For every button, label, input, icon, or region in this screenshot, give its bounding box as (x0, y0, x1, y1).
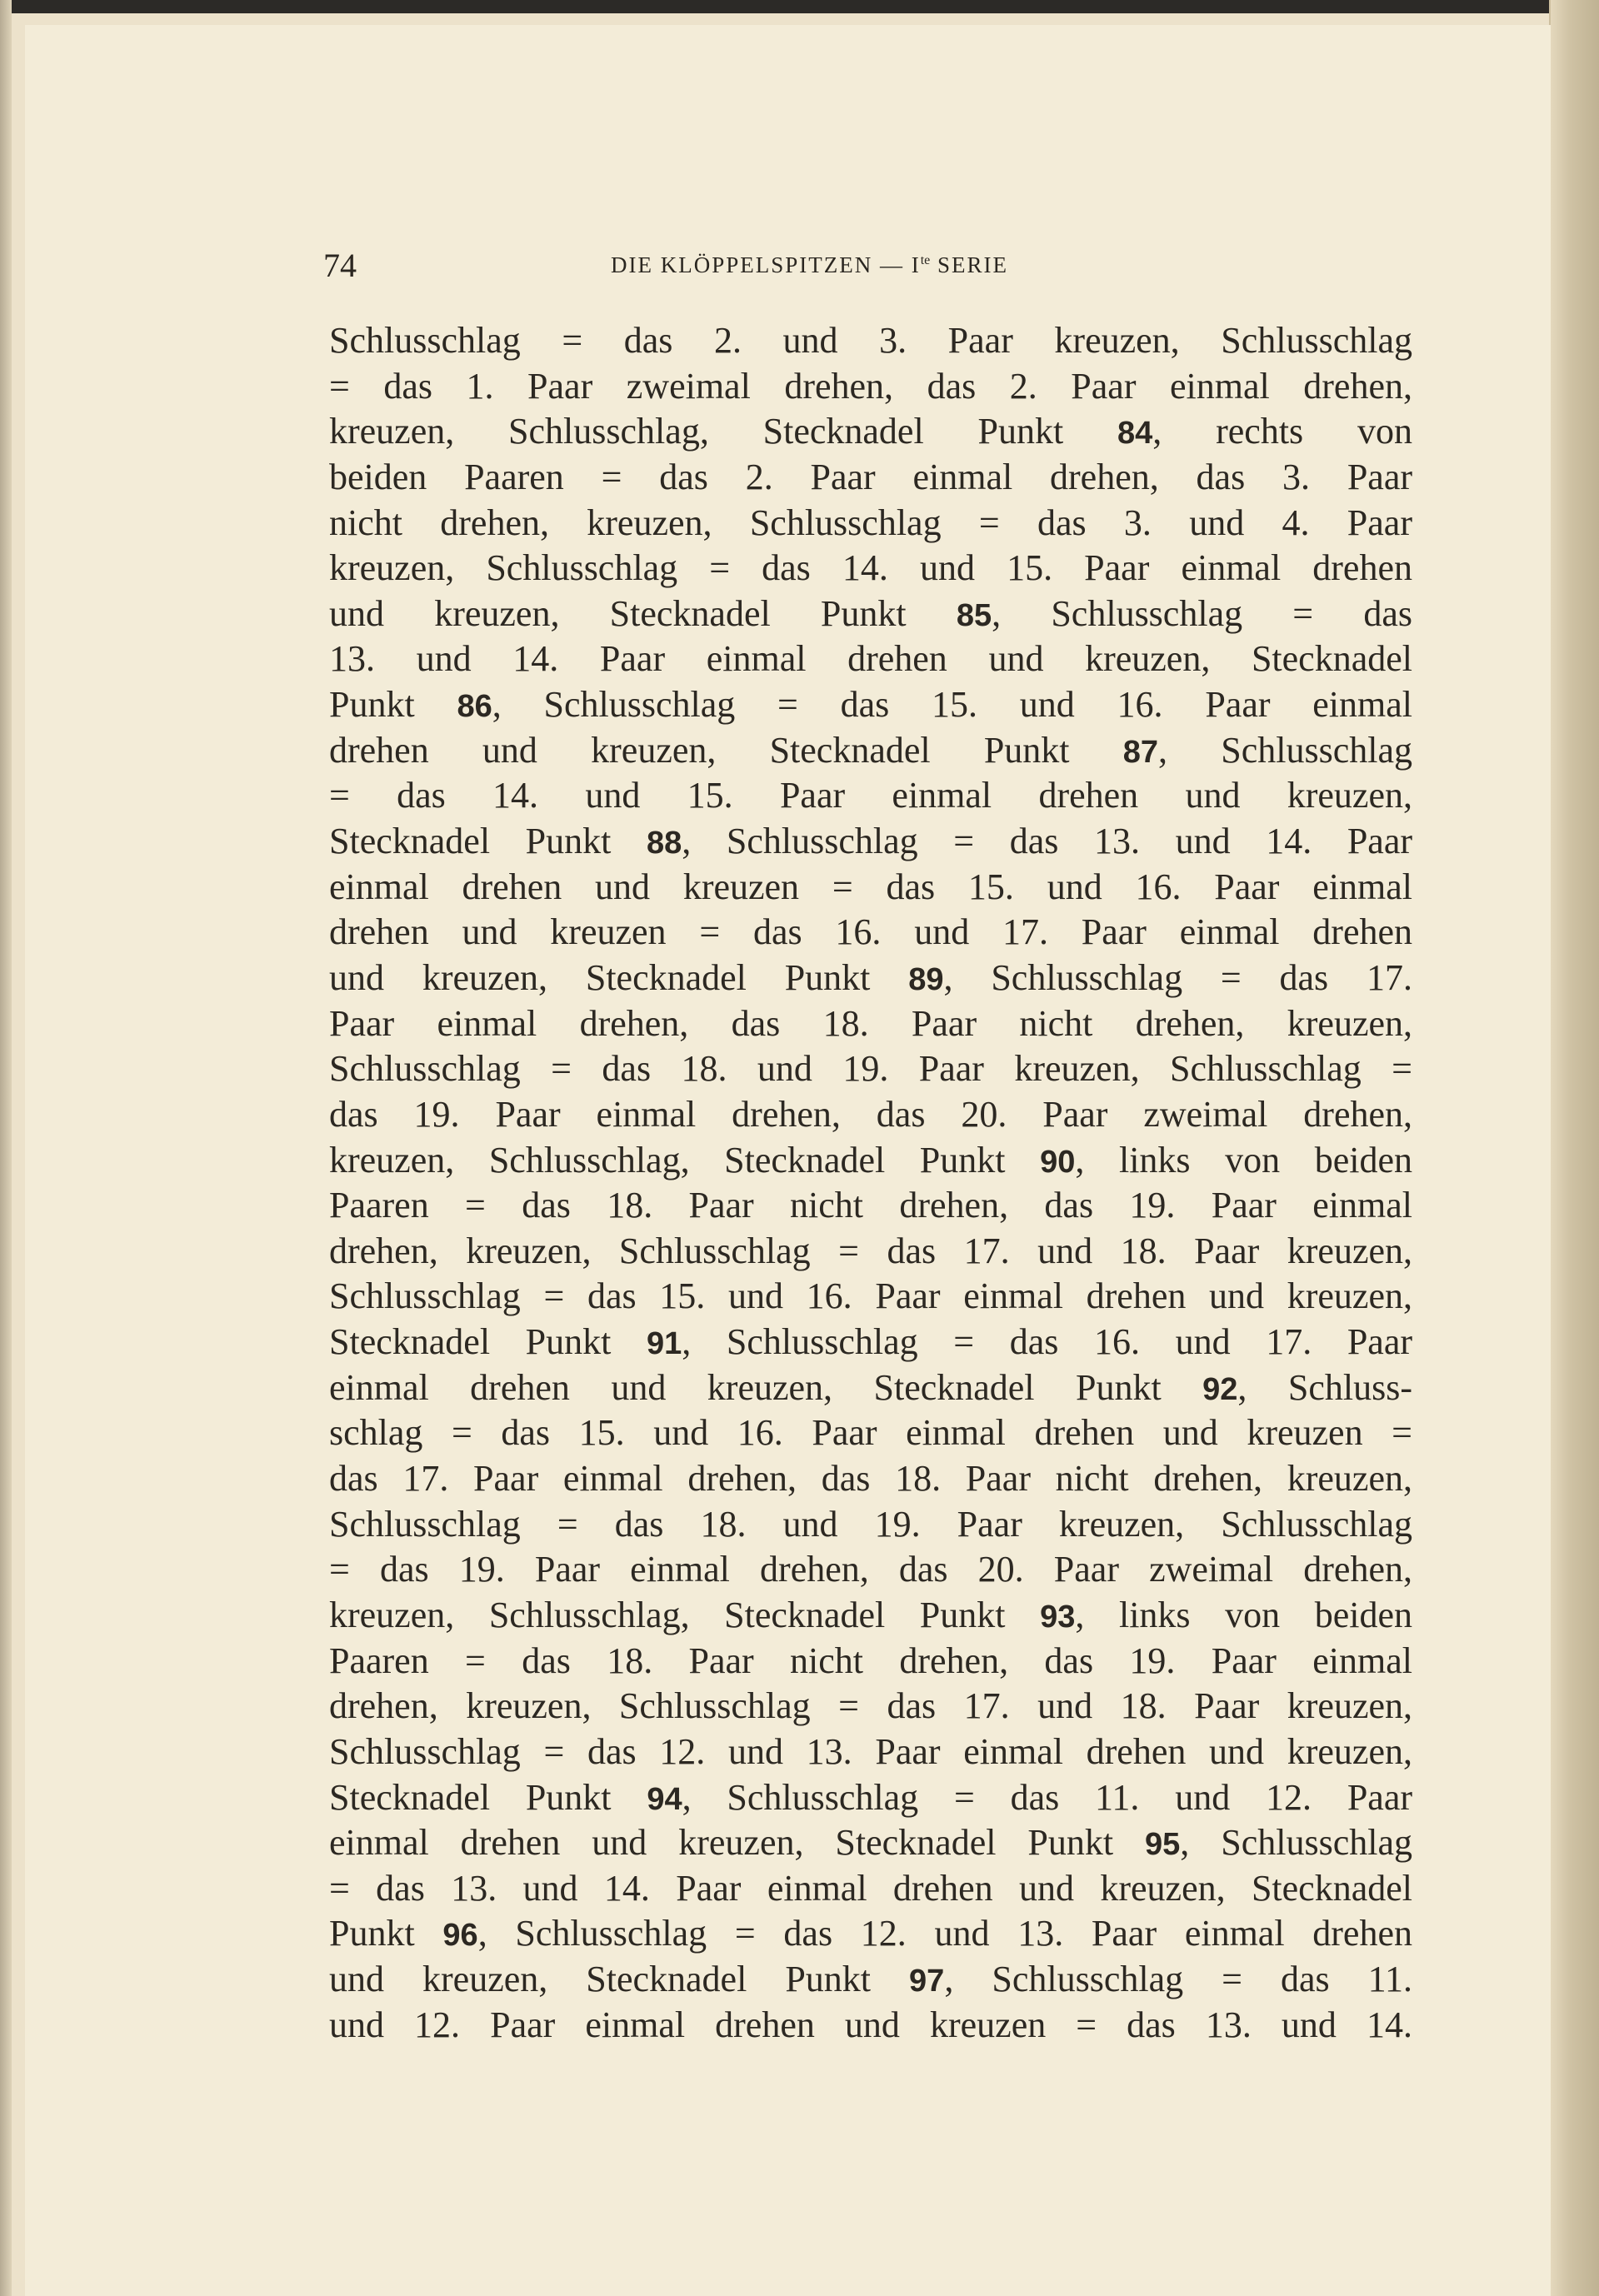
running-head-title: DIE KLÖPPELSPITZEN — I (611, 252, 921, 277)
scan-left-border (0, 0, 12, 2296)
page-header (323, 246, 1407, 287)
text-line (329, 1046, 1412, 1092)
text-line (329, 865, 1412, 911)
body-text (329, 318, 1412, 2048)
text-line (329, 1183, 1412, 1229)
text-segment: Punkt (329, 1913, 443, 1954)
point-number: 87 (1122, 734, 1159, 770)
text-line (329, 1274, 1412, 1320)
text-line (329, 910, 1412, 956)
text-segment: kreuzen, Schlusschlag, Stecknadel Punkt (329, 411, 1118, 452)
text-line (329, 728, 1412, 774)
text-segment: = das 19. Paar einmal drehen, das 20. Paar zweimal drehen, (329, 1549, 1412, 1590)
text-line (329, 1820, 1412, 1866)
text-segment: kreuzen, Schlusschlag, Stecknadel Punkt (329, 1594, 1041, 1635)
point-number: 90 (1040, 1144, 1076, 1180)
text-segment: , Schlusschlag = das 17. (943, 956, 1412, 998)
text-segment: , Schlusschlag = das 15. und 16. Paar einmal (492, 684, 1412, 726)
text-segment: kreuzen, Schlusschlag, Stecknadel Punkt (329, 1139, 1041, 1180)
text-segment: = das 1. Paar zweimal drehen, das 2. Paar einmal drehen, (329, 365, 1412, 407)
text-segment: = das 13. und 14. Paar einmal drehen und kreuzen, Stecknadel (329, 1867, 1412, 1909)
text-segment: einmal drehen und kreuzen = das 15. und 16. Paar einmal (329, 866, 1412, 907)
text-line (329, 1320, 1412, 1365)
text-segment: und kreuzen, Stecknadel Punkt (329, 956, 909, 998)
text-segment: 13. und 14. Paar einmal drehen und kreuzen, Stecknadel (329, 638, 1412, 680)
text-line (329, 546, 1412, 591)
text-segment: , Schlusschlag = das 11. und 12. Paar (682, 1776, 1412, 1818)
text-line (329, 1639, 1412, 1685)
text-line (329, 636, 1412, 682)
text-segment: beiden Paaren = das 2. Paar einmal drehen, das 3. Paar (329, 456, 1412, 497)
text-segment: Paar einmal drehen, das 18. Paar nicht drehen, kreuzen, (329, 1002, 1412, 1044)
text-line (329, 409, 1412, 455)
text-line (329, 1092, 1412, 1138)
point-number: 84 (1117, 416, 1153, 452)
text-segment: , links von beiden (1075, 1594, 1412, 1635)
text-segment: und kreuzen, Stecknadel Punkt (329, 1959, 910, 2000)
text-line (329, 1866, 1412, 1912)
point-number: 85 (956, 597, 992, 633)
text-segment: und kreuzen, Stecknadel Punkt (329, 592, 957, 634)
text-line (329, 1001, 1412, 1047)
text-segment: , rechts von (1152, 411, 1412, 452)
text-segment: Schlusschlag = das 18. und 19. Paar kreuzen, Schlusschlag (329, 1503, 1412, 1545)
text-segment: drehen, kreuzen, Schlusschlag = das 17. und 18. Paar kreuzen, (329, 1230, 1412, 1271)
text-segment: nicht drehen, kreuzen, Schlusschlag = das 3. und 4. Paar (329, 502, 1412, 543)
text-line (329, 318, 1412, 364)
text-segment: Schlusschlag = das 18. und 19. Paar kreuzen, Schlusschlag = (329, 1048, 1412, 1090)
running-head (611, 252, 1008, 278)
text-line (329, 1365, 1412, 1411)
text-line (329, 773, 1412, 819)
running-head-superscript: te (920, 253, 931, 267)
point-number: 95 (1145, 1827, 1181, 1863)
text-segment: , Schlusschlag = das 16. und 17. Paar (682, 1321, 1412, 1363)
text-segment: drehen und kreuzen = das 16. und 17. Paar einmal drehen (329, 911, 1412, 953)
text-segment: , Schlusschlag (1158, 729, 1412, 771)
text-segment: Stecknadel Punkt (329, 821, 647, 862)
point-number: 97 (909, 1964, 945, 1999)
text-segment: Stecknadel Punkt (329, 1321, 647, 1363)
text-segment: einmal drehen und kreuzen, Stecknadel Punkt (329, 1366, 1203, 1408)
text-segment: , links von beiden (1075, 1139, 1412, 1180)
text-line (329, 1775, 1412, 1821)
text-line (329, 1593, 1412, 1639)
text-line (329, 1957, 1412, 2003)
text-line (329, 2003, 1412, 2049)
text-segment: drehen und kreuzen, Stecknadel Punkt (329, 729, 1123, 771)
text-segment: drehen, kreuzen, Schlusschlag = das 17. und 18. Paar kreuzen, (329, 1685, 1412, 1727)
text-segment: , Schlusschlag = das 11. (944, 1959, 1412, 2000)
text-segment: kreuzen, Schlusschlag = das 14. und 15. Paar einmal drehen (329, 547, 1412, 589)
text-segment: das 17. Paar einmal drehen, das 18. Paar nicht drehen, kreuzen, (329, 1458, 1412, 1500)
text-line (329, 1684, 1412, 1729)
text-line (329, 682, 1412, 728)
text-line (329, 956, 1412, 1001)
page-number: 74 (323, 247, 357, 284)
text-segment: , Schlusschlag = das 12. und 13. Paar einmal drehen (477, 1913, 1412, 1954)
point-number: 91 (646, 1326, 682, 1362)
text-segment: einmal drehen und kreuzen, Stecknadel Punkt (329, 1822, 1146, 1864)
point-number: 89 (908, 961, 944, 997)
point-number: 93 (1040, 1599, 1076, 1635)
text-line (329, 1502, 1412, 1548)
text-line (329, 455, 1412, 501)
point-number: 94 (647, 1781, 682, 1817)
text-line (329, 1138, 1412, 1184)
point-number: 96 (442, 1918, 478, 1954)
point-number: 92 (1202, 1371, 1238, 1407)
text-segment: , Schlusschlag = das (992, 592, 1412, 634)
text-line (329, 819, 1412, 865)
point-number: 86 (457, 689, 492, 725)
text-line (329, 1729, 1412, 1775)
scan-top-border (0, 0, 1599, 13)
text-segment: schlag = das 15. und 16. Paar einmal drehen und kreuzen = (329, 1412, 1412, 1454)
text-segment: Schlusschlag = das 2. und 3. Paar kreuzen, Schlusschlag (329, 320, 1412, 361)
text-segment: , Schlusschlag = das 13. und 14. Paar (682, 821, 1412, 862)
text-segment: , Schlusschlag (1180, 1822, 1412, 1864)
text-line (329, 364, 1412, 410)
text-segment: Paaren = das 18. Paar nicht drehen, das 19. Paar einmal (329, 1185, 1412, 1226)
text-line (329, 1229, 1412, 1275)
text-line (329, 1911, 1412, 1957)
text-line (329, 591, 1412, 637)
book-page-edges (1549, 0, 1599, 2296)
text-segment: das 19. Paar einmal drehen, das 20. Paar zweimal drehen, (329, 1093, 1412, 1135)
text-segment: Schlusschlag = das 12. und 13. Paar einmal drehen und kreuzen, (329, 1730, 1412, 1772)
text-line (329, 1547, 1412, 1593)
text-segment: Paaren = das 18. Paar nicht drehen, das 19. Paar einmal (329, 1640, 1412, 1681)
text-line (329, 1410, 1412, 1456)
text-segment: Stecknadel Punkt (329, 1776, 647, 1818)
running-head-series: SERIE (930, 252, 1009, 277)
text-segment: und 12. Paar einmal drehen und kreuzen = das 13. und 14. (329, 2004, 1412, 2045)
text-segment: , Schluss- (1237, 1366, 1412, 1408)
text-segment: = das 14. und 15. Paar einmal drehen und kreuzen, (329, 775, 1412, 816)
point-number: 88 (646, 826, 682, 861)
text-segment: Punkt (329, 684, 457, 726)
text-line (329, 501, 1412, 547)
text-line (329, 1456, 1412, 1502)
text-segment: Schlusschlag = das 15. und 16. Paar einmal drehen und kreuzen, (329, 1275, 1412, 1317)
